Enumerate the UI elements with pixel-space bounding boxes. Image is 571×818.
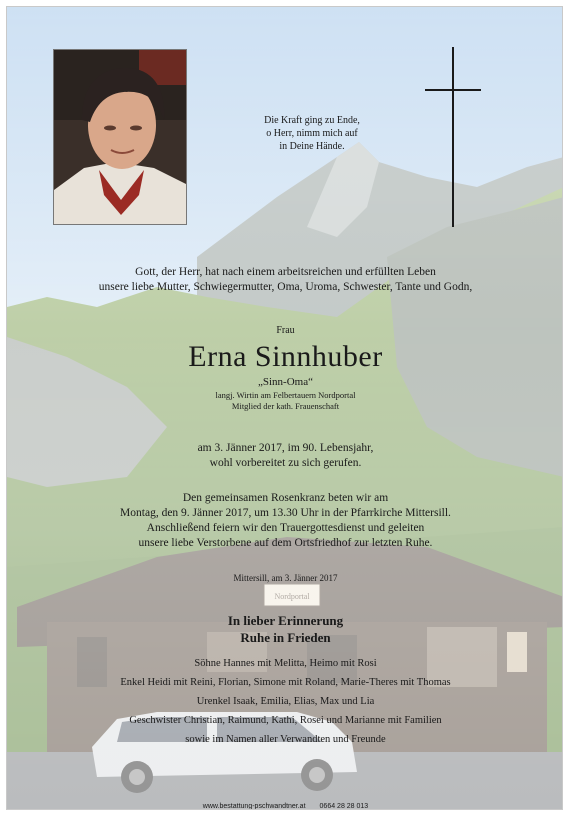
funeral-line: Montag, den 9. Jänner 2017, um 13.30 Uhr in der Pfarrkirche Mittersill. <box>120 507 451 519</box>
quote-line: in Deine Hände. <box>279 141 345 152</box>
family-list <box>47 654 524 749</box>
memorial-line: In lieber Erinnerung <box>227 613 344 628</box>
footer <box>157 803 414 810</box>
funeral-line: Anschließend feiern wir den Trauergottesdienst und geleiten <box>146 522 425 534</box>
role-line: Mitglied der kath. Frauenschaft <box>231 401 340 411</box>
funeral-line: unsere liebe Verstorbene auf dem Ortsfriedhof zur letzten Ruhe. <box>138 537 433 549</box>
family-line: Urenkel Isaak, Emilia, Elias, Max und Lia <box>196 696 375 707</box>
parte-card <box>6 6 563 810</box>
funeral-details <box>67 491 504 551</box>
nickname: „Sinn-Oma“ <box>258 376 313 388</box>
role-line: langj. Wirtin am Felbertauern Nordportal <box>215 390 356 400</box>
deceased-name: Erna Sinnhuber <box>188 340 383 373</box>
death-notice <box>157 441 414 471</box>
bible-quote <box>237 114 387 153</box>
death-line: am 3. Jänner 2017, im 90. Lebensjahr, <box>197 442 374 454</box>
family-line: sowie im Namen aller Verwandten und Freunde <box>185 734 386 745</box>
quote-line: Die Kraft ging zu Ende, <box>264 115 360 126</box>
quote-line: o Herr, nimm mich auf <box>266 128 358 139</box>
announcement-intro <box>27 265 544 295</box>
funeral-line: Den gemeinsamen Rosenkranz beten wir am <box>182 492 389 504</box>
family-line: Söhne Hannes mit Melitta, Heimo mit Rosi <box>194 658 377 669</box>
family-line: Enkel Heidi mit Reini, Florian, Simone mit Roland, Marie-Theres mit Thomas <box>120 677 451 688</box>
memorial-line: Ruhe in Frieden <box>240 630 331 645</box>
cross-icon <box>452 47 454 227</box>
footer-website[interactable]: www.bestattung-pschwandtner.at <box>202 803 306 810</box>
footer-phone: 0664 28 28 013 <box>319 803 369 810</box>
death-line: wohl vorbereitet zu sich gerufen. <box>209 457 362 469</box>
intro-line: Gott, der Herr, hat nach einem arbeitsreichen und erfüllten Leben <box>135 266 436 278</box>
portrait-photo <box>53 49 187 225</box>
place-date: Mittersill, am 3. Jänner 2017 <box>233 573 338 583</box>
family-line: Geschwister Christian, Raimund, Kathi, Rosei und Marianne mit Familien <box>129 715 442 726</box>
cross-icon-bar <box>425 89 481 91</box>
roles <box>157 390 414 412</box>
memorial-heading <box>157 612 414 646</box>
salutation: Frau <box>276 325 295 336</box>
intro-line: unsere liebe Mutter, Schwiegermutter, Oma, Uroma, Schwester, Tante und Godn, <box>98 281 473 293</box>
